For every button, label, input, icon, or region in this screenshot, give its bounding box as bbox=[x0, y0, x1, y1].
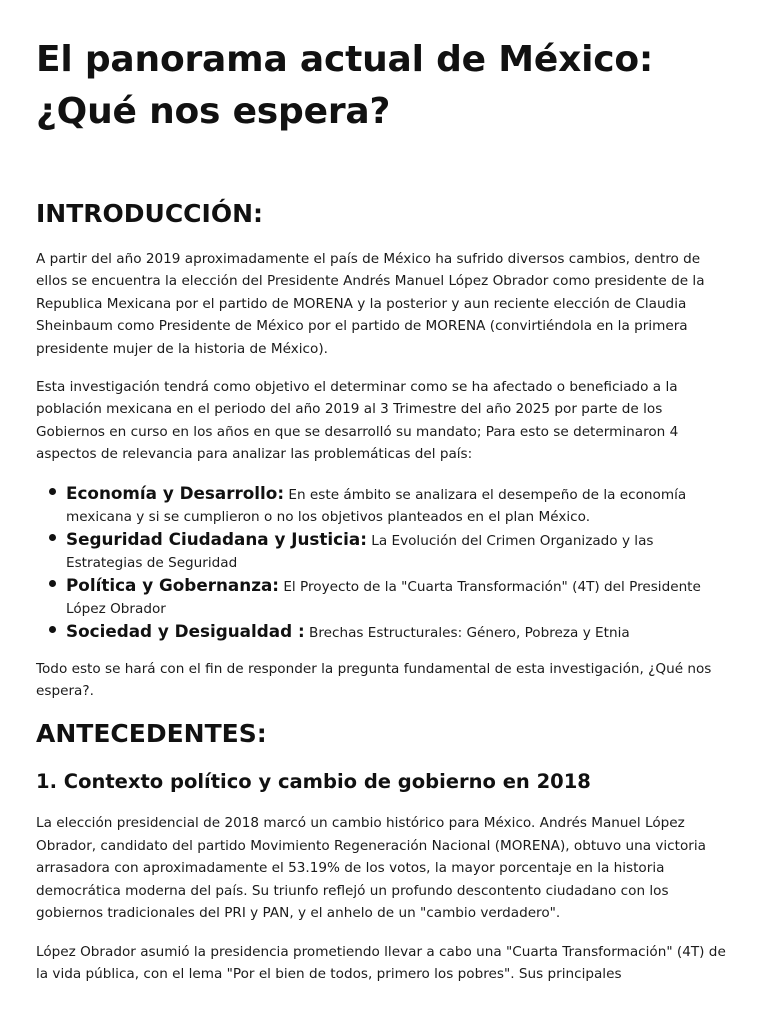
bullet-icon bbox=[49, 580, 56, 587]
aspect-description: En este ámbito se analizara el desempeño de la economía mexicana y si se cumplieron o no los objetivos planteados en el plan México. bbox=[66, 486, 687, 525]
aspects-list bbox=[36, 482, 732, 644]
subsection-heading-contexto: 1. Contexto político y cambio de gobierno en 2018 bbox=[36, 770, 591, 794]
antecedentes-paragraph-1: La elección presidencial de 2018 marcó un cambio histórico para México. Andrés Manuel López Obrador, candidato del partido Movimiento Regeneración Nacional (MORENA), obtuvo una victoria arrasadora con aproximadamente el 53.19% de los votos, la mayor porcentaje en la historia democrática moderna del país. Su triunfo reflejó un profundo descontento ciudadano con los gobiernos tradicionales del PRI y PAN, y el anhelo de un "cambio verdadero". bbox=[36, 815, 706, 922]
document-title: El panorama actual de México: ¿Qué nos espera? bbox=[36, 39, 654, 132]
aspect-term: Sociedad y Desigualdad : bbox=[66, 620, 305, 641]
bullet-icon bbox=[49, 488, 56, 495]
aspect-description: El Proyecto de la "Cuarta Transformación" (4T) del Presidente López Obrador bbox=[66, 578, 701, 617]
section-heading-antecedentes: ANTECEDENTES: bbox=[36, 719, 267, 749]
aspect-term: Economía y Desarrollo: bbox=[66, 482, 285, 503]
list-item bbox=[66, 482, 732, 528]
list-item bbox=[66, 574, 732, 620]
intro-paragraph-2: Esta investigación tendrá como objetivo el determinar como se ha afectado o beneficiado a la población mexicana en el periodo del año 2019 al 3 Trimestre del año 2025 por parte de los Gobiernos en curso en los años en que se desarrolló su mandato; Para esto se determinaron 4 aspectos de relevancia para analizar las problemáticas del país: bbox=[36, 379, 679, 463]
bullet-icon bbox=[49, 626, 56, 633]
list-item bbox=[66, 528, 732, 574]
section-heading-introduccion: INTRODUCCIÓN: bbox=[36, 199, 264, 228]
intro-paragraph-3: Todo esto se hará con el fin de responder la pregunta fundamental de esta investigación, ¿Qué nos espera?. bbox=[36, 660, 712, 700]
aspect-term: Seguridad Ciudadana y Justicia: bbox=[66, 528, 367, 549]
list-item bbox=[66, 620, 732, 644]
aspect-description: La Evolución del Crimen Organizado y las Estrategias de Seguridad bbox=[66, 532, 654, 571]
antecedentes-paragraph-2: López Obrador asumió la presidencia prometiendo llevar a cabo una "Cuarta Transformación" (4T) de la vida pública, con el lema "Por el bien de todos, primero los pobres". Sus principales bbox=[36, 943, 726, 982]
aspect-description: Brechas Estructurales: Género, Pobreza y Etnia bbox=[309, 624, 630, 641]
intro-paragraph-1: A partir del año 2019 aproximadamente el país de México ha sufrido diversos cambios, dentro de ellos se encuentra la elección del Presidente Andrés Manuel López Obrador como presidente de la Republica Mexicana por el partido de MORENA y la posterior y aun reciente elección de Claudia Sheinbaum como Presidente de México por el partido de MORENA (convirtiéndola en la primera presidente mujer de la historia de México). bbox=[36, 251, 705, 357]
aspect-term: Política y Gobernanza: bbox=[66, 574, 279, 595]
bullet-icon bbox=[49, 534, 56, 541]
